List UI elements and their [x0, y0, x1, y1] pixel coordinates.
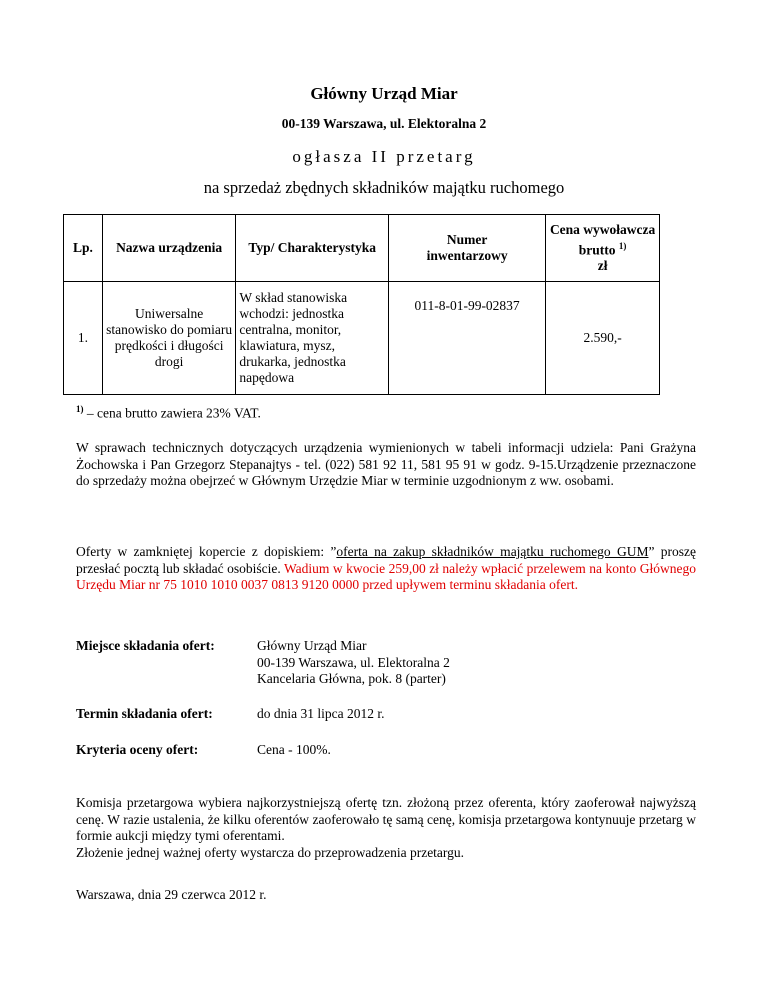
footnote-mark: 1): [76, 404, 84, 414]
offer-envelope-note: oferta na zakup składników majątku ruchomego GUM: [336, 544, 649, 559]
criteria-label: Kryteria oceny ofert:: [76, 742, 199, 757]
place-line-3: Kancelaria Główna, pok. 8 (parter): [257, 671, 446, 686]
offers-prefix: Oferty w zamkniętej kopercie z dopiskiem: ”: [76, 544, 337, 559]
deadline-value: do dnia 31 lipca 2012 r.: [257, 706, 385, 721]
table-header-row: [64, 215, 660, 282]
footnote-text: – cena brutto zawiera 23% VAT.: [86, 405, 261, 421]
header-price-label: Cena wywoławcza brutto: [549, 221, 656, 258]
page-title: Główny Urząd Miar: [310, 84, 458, 103]
place-value: [257, 638, 450, 688]
footnote: [76, 404, 261, 422]
cell-inventory: 011-8-01-99-02837: [388, 282, 545, 395]
place-line-1: Główny Urząd Miar: [257, 638, 367, 653]
deposit-info: Wadium w kwocie 259,00 zł należy wpłacić przelewem na konto Głównego Urzędu Miar nr 75 1010 1010 0037 0813 9120 0000 przed upływem terminu składania ofert.: [76, 560, 696, 592]
offers-paragraph: [76, 544, 696, 594]
header-inventory-label: Numer inwentarzowy: [426, 232, 508, 263]
technical-info-paragraph: W sprawach technicznych dotyczących urządzenia wymienionych w tabeli informacji udziela: Pani Grażyna Żochowska i Pan Grzegorz Stepanajtys - tel. (022) 581 92 11, 581 95 91 w godz. 9-15.Urządzenie przeznaczone do sprzedaży można obejrzeć w Głównym Urzędzie Miar w terminie uzgodnionym z ww. osobami.: [76, 440, 696, 488]
offers-middle: ” proszę przesłać pocztą lub składać osobiście.: [76, 544, 696, 576]
place-label: Miejsce składania ofert:: [76, 638, 215, 653]
announcement-subject: na sprzedaż zbędnych składników majątku ruchomego: [203, 178, 565, 197]
deadline-label: Termin składania ofert:: [76, 706, 213, 721]
institution-address: 00-139 Warszawa, ul. Elektoralna 2: [281, 116, 487, 131]
items-table: [63, 214, 660, 395]
announcement-heading: ogłasza II przetarg: [292, 147, 476, 166]
criteria-value: Cena - 100%.: [257, 742, 331, 757]
place-line-2: 00-139 Warszawa, ul. Elektoralna 2: [257, 654, 450, 670]
header-price: [546, 215, 660, 282]
commission-paragraph: [76, 795, 696, 861]
place-and-date: Warszawa, dnia 29 czerwca 2012 r.: [76, 887, 267, 902]
header-price-unit: zł: [597, 258, 608, 274]
cell-lp: 1.: [64, 282, 103, 395]
commission-text: Komisja przetargowa wybiera najkorzystniejszą ofertę tzn. złożoną przez oferenta, który zaoferował najwyższą cenę. W razie ustalenia, że kilku oferentów zaoferowało tę samą cenę, komisja przetargowa kontynuuje przetarg w formie aukcji między tymi oferentami.: [76, 795, 696, 843]
header-lp: Lp.: [64, 215, 103, 282]
header-price-footnote-mark: 1): [618, 240, 627, 251]
cell-type: W skład stanowiska wchodzi: jednostka centralna, monitor, klawiatura, mysz, drukarka, jednostka napędowa: [236, 282, 389, 395]
header-inventory: [388, 215, 545, 282]
table-row: [64, 282, 660, 395]
header-type: Typ/ Charakterystyka: [236, 215, 389, 282]
single-offer-text: Złożenie jednej ważnej oferty wystarcza do przeprowadzenia przetargu.: [76, 844, 465, 860]
cell-name: Uniwersalne stanowisko do pomiaru prędkości i długości drogi: [102, 282, 236, 395]
cell-price: 2.590,-: [546, 282, 660, 395]
header-name: Nazwa urządzenia: [102, 215, 236, 282]
